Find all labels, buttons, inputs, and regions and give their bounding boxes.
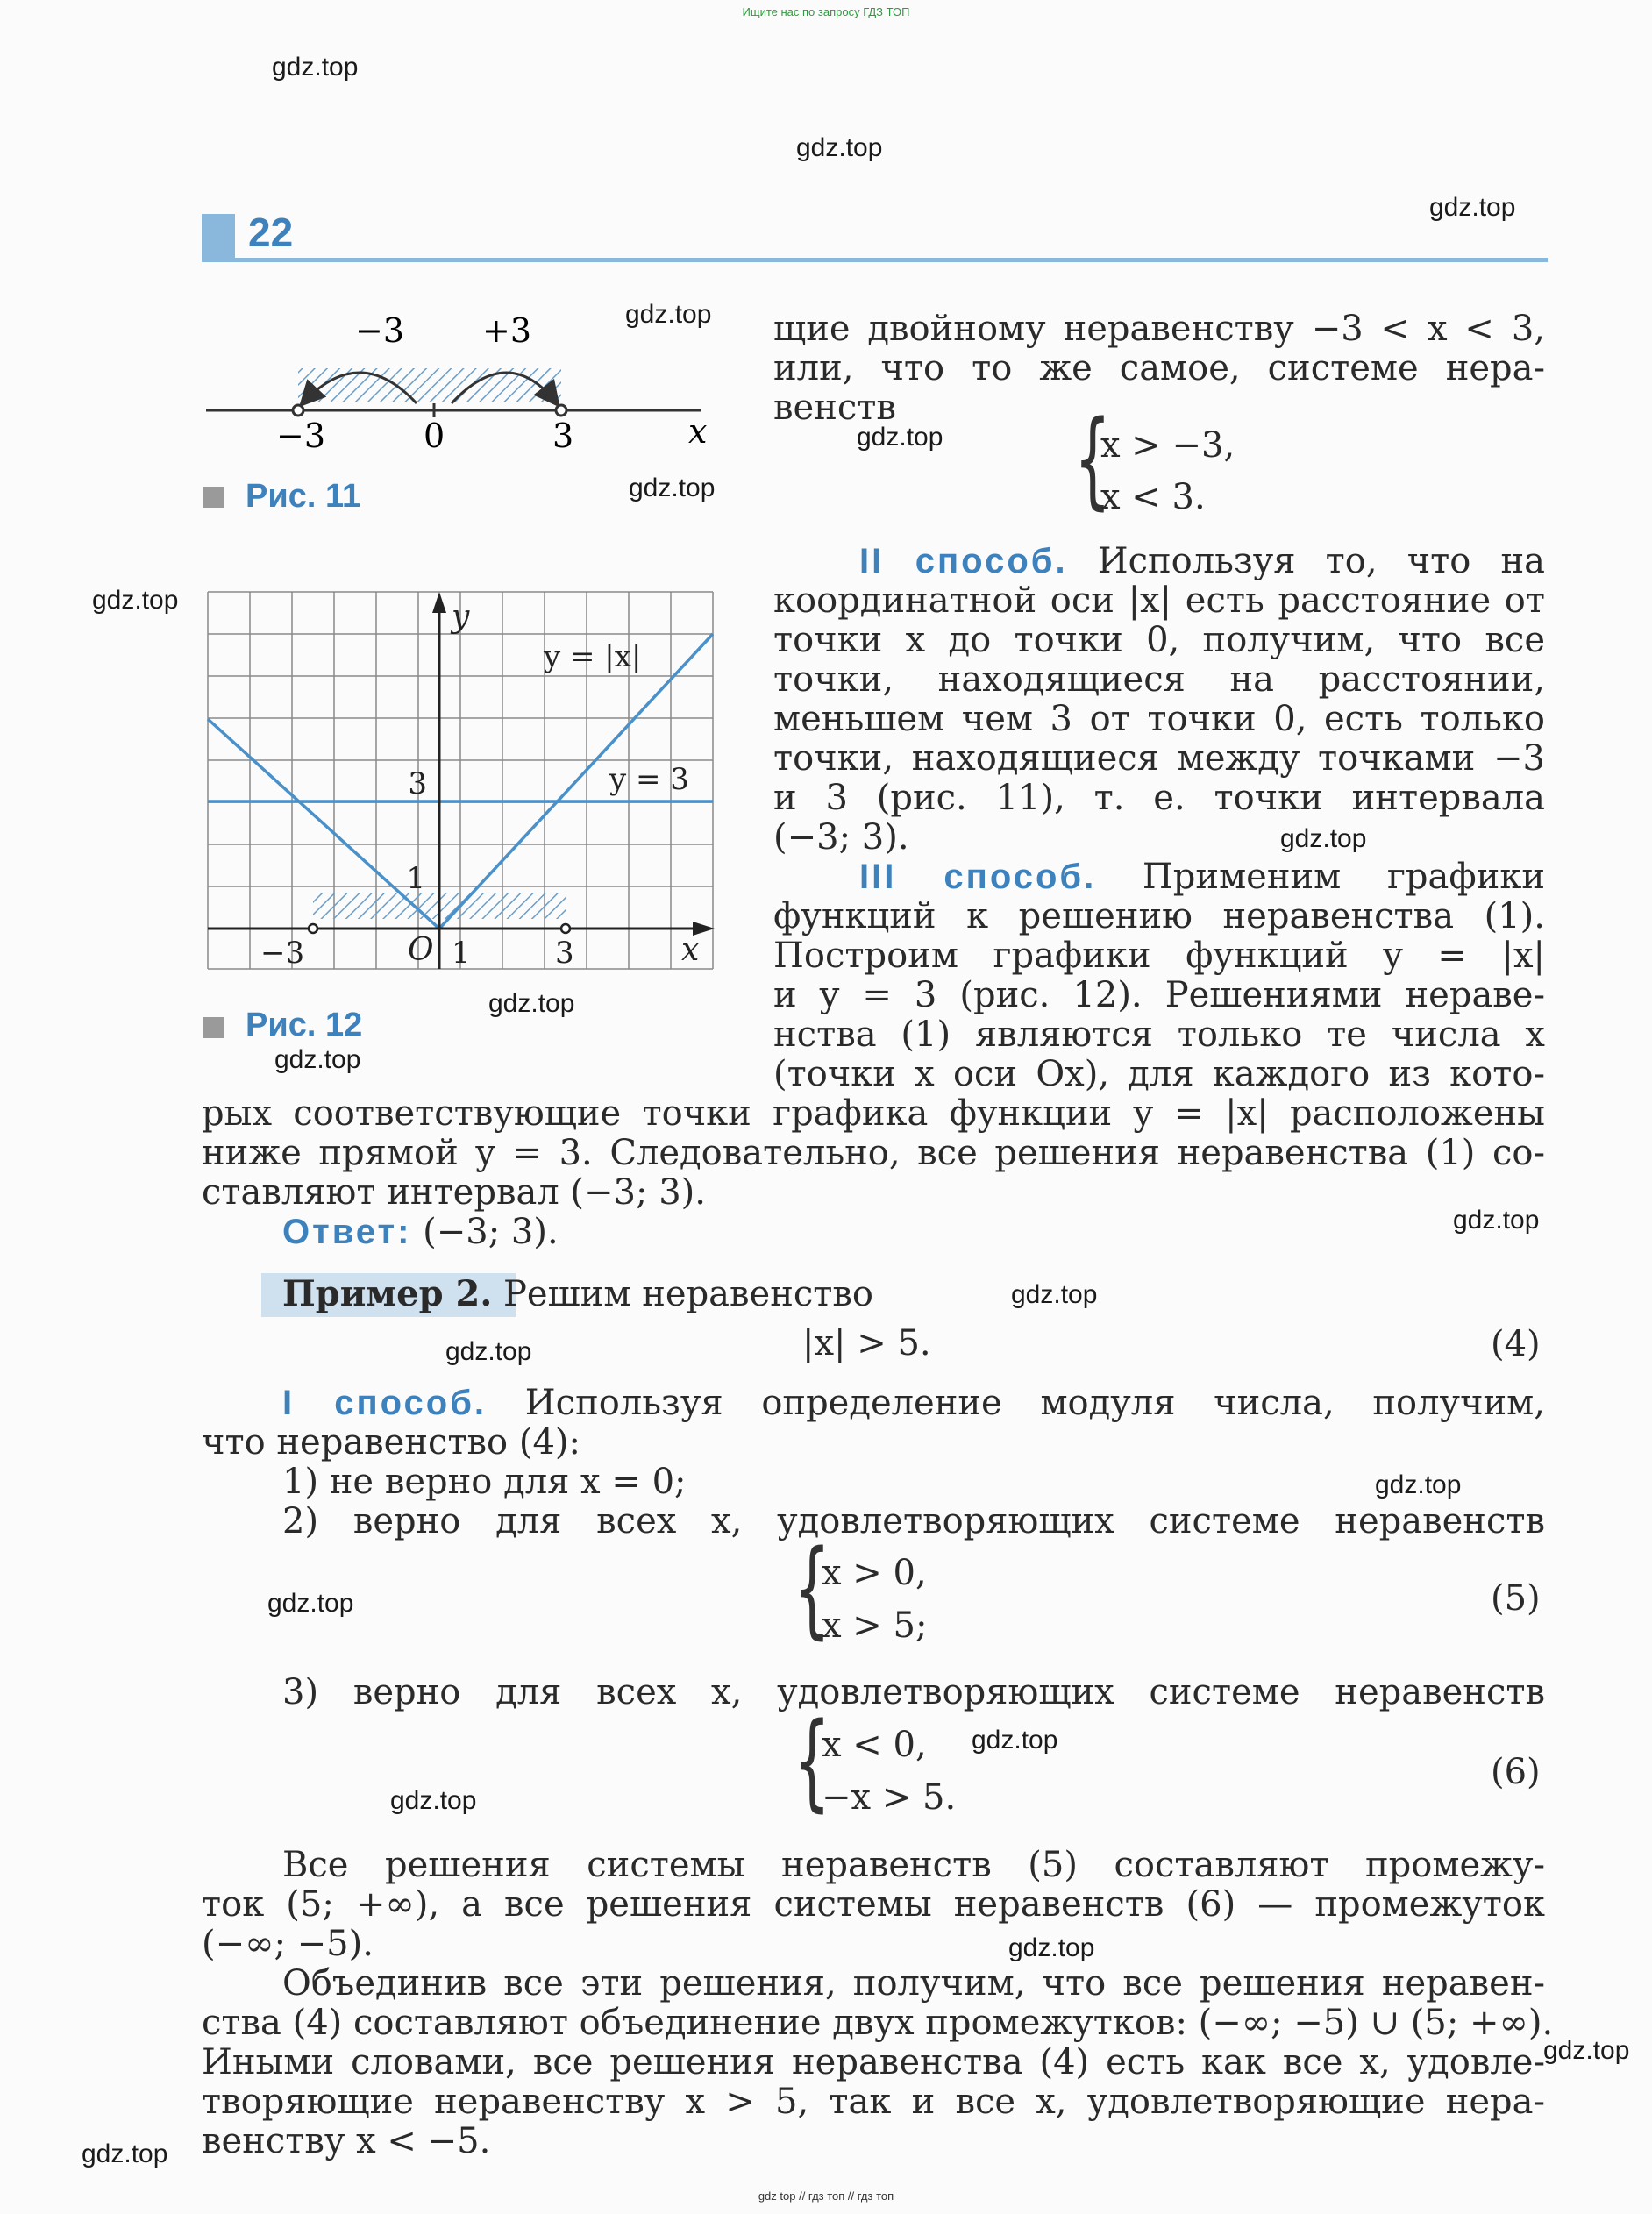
text-line: щие двойному неравенству −3 < x < 3,	[773, 309, 1545, 349]
method1-first-line: I способ. Используя определение модуля числа, получим,	[282, 1383, 1545, 1423]
text-line: венств	[773, 388, 896, 428]
open-point-left	[293, 405, 303, 416]
axis-x-label: x	[688, 412, 708, 451]
equation-number-5: (5)	[1491, 1578, 1541, 1619]
system5-line1: x > 0,	[822, 1553, 927, 1593]
text-line: Объединив все эти решения, получим, что все решения неравен-	[282, 1963, 1545, 2004]
y-axis-label: y	[452, 599, 470, 635]
page-number: 22	[248, 210, 294, 255]
watermark: gdz.top	[1280, 824, 1367, 853]
system1-line1: x > −3,	[1100, 425, 1235, 466]
caption-marker	[203, 487, 224, 508]
text-line: (−∞; −5).	[202, 1924, 374, 1964]
label-minus3-arrow: −3	[355, 311, 405, 350]
label-plus3-arrow: +3	[482, 311, 532, 350]
top-note: Ищите нас по запросу ГДЗ ТОП	[742, 5, 910, 18]
answer-line: Ответ: (−3; 3).	[282, 1212, 559, 1252]
watermark: gdz.top	[1543, 2036, 1630, 2065]
tick-0: 0	[424, 416, 445, 455]
system-brace: {	[1074, 399, 1111, 521]
figure-12	[197, 583, 723, 986]
text-line: меньшем чем 3 от точки 0, есть только	[773, 699, 1545, 739]
xtick-minus3: −3	[260, 936, 305, 971]
watermark: gdz.top	[92, 586, 179, 615]
list-item-2: 2) верно для всех x, удовлетворяющих системе неравенств	[282, 1501, 1545, 1541]
system-brace: {	[794, 1528, 830, 1650]
interval-hatch	[298, 368, 561, 402]
text-line: что неравенство (4):	[202, 1422, 580, 1463]
example2-line: Пример 2. Решим неравенство	[282, 1273, 874, 1314]
fig12-caption: Рис. 12	[246, 1007, 363, 1043]
watermark: gdz.top	[267, 1589, 354, 1618]
caption-marker	[203, 1017, 224, 1038]
watermark: gdz.top	[629, 473, 716, 502]
xtick-1: 1	[452, 936, 471, 971]
list-item-1: 1) не верно для x = 0;	[282, 1462, 687, 1502]
text-line: ства (4) составляют объединение двух промежутков: (−∞; −5) ∪ (5; +∞).	[202, 2003, 1554, 2043]
system-brace: {	[794, 1701, 830, 1823]
text-line: Иными словами, все решения неравенства (4) есть как все x, удовле-	[202, 2042, 1545, 2082]
xtick-3: 3	[555, 936, 574, 971]
fig11-caption: Рис. 11	[246, 478, 361, 515]
header-block	[202, 214, 235, 258]
text-line: нства (1) являются только те числа x	[773, 1014, 1545, 1055]
text-line: функций к решению неравенства (1).	[773, 896, 1545, 936]
watermark: gdz.top	[274, 1045, 361, 1074]
text-line: или, что то же самое, системе нера-	[773, 348, 1545, 388]
text-line: (−3; 3).	[773, 817, 909, 858]
watermark: gdz.top	[445, 1337, 532, 1366]
text-line: и 3 (рис. 11), т. е. точки интервала	[773, 778, 1545, 818]
watermark: gdz.top	[1011, 1280, 1098, 1309]
label-y-3: y = 3	[609, 762, 689, 797]
watermark: gdz.top	[1375, 1470, 1462, 1499]
watermark: gdz.top	[625, 300, 712, 329]
equation-number-4: (4)	[1491, 1324, 1541, 1364]
tick-3: 3	[552, 416, 574, 455]
x-axis-label: x	[681, 932, 700, 968]
watermark: gdz.top	[1453, 1206, 1540, 1235]
label-y-abs-x: y = |x|	[544, 639, 642, 674]
system6-line2: −x > 5.	[822, 1777, 957, 1818]
method3-first-line: III способ. Применим графики	[859, 857, 1546, 897]
watermark: gdz.top	[972, 1726, 1058, 1755]
open-point-right	[556, 405, 566, 416]
system1-line2: x < 3.	[1100, 477, 1206, 517]
open-point-3	[561, 924, 570, 933]
text-line: рых соответствующие точки графика функции y = |x| расположены	[202, 1093, 1545, 1134]
text-line: Все решения системы неравенств (5) составляют промежу-	[282, 1845, 1545, 1885]
text-line: ниже прямой y = 3. Следовательно, все решения неравенства (1) со-	[202, 1133, 1545, 1173]
watermark: gdz.top	[272, 53, 359, 82]
system6-line1: x < 0,	[822, 1725, 927, 1765]
text-line: ток (5; +∞), а все решения системы неравенств (6) — промежуток	[202, 1884, 1545, 1925]
text-line: Построим графики функций y = |x|	[773, 936, 1545, 976]
watermark: gdz.top	[796, 133, 883, 162]
text-line: точки, находящиеся между точками −3	[773, 738, 1545, 779]
watermark: gdz.top	[1429, 193, 1516, 222]
system5-line2: x > 5;	[822, 1605, 928, 1646]
watermark: gdz.top	[1008, 1933, 1095, 1962]
label-1: 1	[406, 861, 425, 896]
label-3: 3	[408, 766, 427, 801]
watermark: gdz.top	[82, 2139, 168, 2168]
text-line: ставляют интервал (−3; 3).	[202, 1172, 706, 1213]
equation-number-6: (6)	[1491, 1752, 1541, 1792]
text-line: координатной оси |x| есть расстояние от	[773, 580, 1545, 621]
text-line: точки, находящиеся на расстоянии,	[773, 659, 1545, 700]
open-point-minus3	[309, 924, 317, 933]
bottom-note: gdz top // гдз топ // гдз топ	[758, 2189, 894, 2203]
text-line: венству x < −5.	[202, 2121, 491, 2161]
method2-first-line: II способ. Используя то, что на	[859, 541, 1546, 581]
list-item-3: 3) верно для всех x, удовлетворяющих системе неравенств	[282, 1672, 1545, 1712]
header-rule	[202, 258, 1548, 262]
watermark: gdz.top	[390, 1786, 477, 1815]
text-line: (точки x оси Ox), для каждого из кото-	[773, 1054, 1545, 1094]
watermark: gdz.top	[488, 989, 575, 1018]
tick-minus3: −3	[276, 416, 326, 455]
example2-formula: |x| > 5.	[802, 1323, 931, 1363]
text-line: точки x до точки 0, получим, что все	[773, 620, 1545, 660]
watermark: gdz.top	[857, 423, 943, 452]
text-line: и y = 3 (рис. 12). Решениями нераве-	[773, 975, 1545, 1015]
text-line: творяющие неравенству x > 5, так и все x, удовлетворяющие нера-	[202, 2082, 1545, 2122]
origin-label: O	[408, 932, 434, 968]
